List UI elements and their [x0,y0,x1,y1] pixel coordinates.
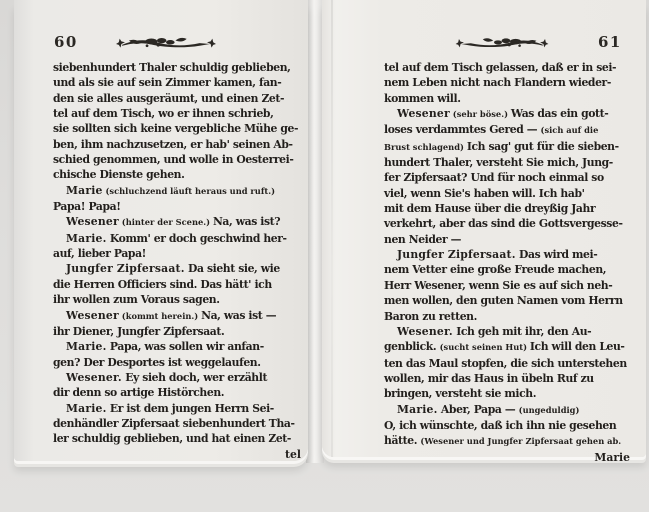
text-segment-body: hundert Thaler, versteht Sie mich, Jung- [384,156,613,170]
text-line [53,261,307,276]
text-line [384,418,636,433]
text-segment-body: nen Neider — [384,232,462,246]
text-segment-body: Er ist dem jungen Herrn Sei- [106,401,274,415]
text-line [384,139,636,155]
text-line [53,339,307,354]
text-segment-body: und als sie auf sein Zimmer kamen, fan- [53,76,282,90]
text-segment-body: auf, lieber Papa! [53,247,147,261]
text-line [53,416,307,431]
text-segment-name: Wesener. [397,324,453,338]
text-segment-body: kommen will. [384,91,461,105]
text-segment-body: sie sollten sich keine vergebliche Mühe ge- [53,122,299,136]
text-line [384,324,636,339]
text-segment-stage: Brust schlagend) [384,141,467,152]
text-segment-body: tel auf dem Tisch, wo er ihnen schrieb, [53,107,274,121]
text-segment-body: tel auf dem Tisch gelassen, daß er in sei- [384,61,617,74]
text-segment-body: loses verdammtes Gered — [384,123,541,137]
text-segment-body: ihr wollen zum Voraus sagen. [53,293,220,307]
text-segment-name: Marie. [66,340,107,354]
text-line [384,309,636,324]
text-line [384,356,636,371]
text-segment-body: mit dem Hause über die dreyßig Jahr [384,202,596,216]
text-line [384,170,636,185]
text-segment-body: Das wird mei- [515,248,598,262]
text-line [384,75,636,90]
text-line [53,91,307,106]
page-text-column [384,60,636,465]
text-line [53,431,307,446]
text-segment-body: bringen, versteht sie mich. [384,387,537,401]
text-segment-body: hätte. [384,434,421,448]
text-line [53,308,307,324]
text-segment-body: gen? Der Desportes ist weggelaufen. [53,355,261,369]
text-segment-stage: (Wesener und Jungfer Zipfersaat gehen ab. [420,436,622,447]
text-segment-body: verkehrt, aber das sind die Gottsvergesse- [384,217,623,231]
text-line [53,199,307,214]
text-segment-body: Da sieht sie, wie [184,262,280,276]
text-line [384,262,636,277]
text-line [53,106,307,121]
text-segment-stage: (ungeduldig) [518,404,580,415]
text-segment-name: Wesener [66,308,119,322]
text-segment-body: Na, was ist — [201,308,277,322]
text-line [384,216,636,231]
text-line [384,232,636,247]
text-segment-body: siebenhundert Thaler schuldig geblieben, [53,61,291,74]
catchword: Marie [594,450,630,464]
text-line [53,75,307,90]
text-segment-name: Wesener [397,107,450,121]
text-line [53,385,307,400]
text-segment-body: men wollen, den guten Namen vom Herrn [384,294,623,308]
text-segment-body: nem Vetter eine große Freude machen, [384,263,607,277]
text-line [53,152,307,167]
text-line [53,60,307,75]
page-number-right: 61 [598,33,622,51]
text-segment-body: Na, was ist? [212,215,281,229]
text-segment-body: ten das Maul stopfen, die sich unterstehen [384,356,627,370]
text-segment-body: die Herren Officiers sind. Das hätt' ich [53,277,272,291]
text-segment-body: schied genommen, und wolle in Oesterrei- [53,153,294,167]
text-segment-name: Marie. [66,231,107,245]
text-segment-body: wollen, mir das Haus in übeln Ruf zu [384,371,594,385]
text-segment-body: dir denn so artige Histörchen. [53,386,225,400]
text-segment-stage: (sucht seinen Hut) [439,342,530,353]
text-line [53,292,307,307]
text-line [53,246,307,261]
text-segment-name: Wesener. [66,370,122,384]
text-segment-stage: (schluchzend läuft heraus und ruft.) [102,185,276,196]
text-line [53,183,307,199]
text-line [384,433,636,449]
text-line [384,402,636,418]
text-line [53,401,307,416]
floral-ornament-icon [450,35,554,57]
text-line [53,167,307,182]
text-segment-stage: (sich auf die [540,125,599,136]
text-segment-name: Jungfer Zipfersaat. [397,248,516,262]
text-segment-body: fer Zipfersaat? Und für noch einmal so [384,171,604,185]
text-segment-body: genblick. [384,340,440,354]
text-line [384,386,636,401]
catchword: tel [285,447,301,461]
text-segment-body: O, ich wünschte, daß ich ihn nie gesehen [384,418,617,432]
text-segment-body: ihr Diener, Jungfer Zipfersaat. [53,324,225,338]
text-segment-body: Papa, was sollen wir anfan- [106,340,264,354]
text-segment-body: Aber, Papa — [437,402,519,416]
page-number-left: 60 [54,33,78,51]
text-line [53,355,307,370]
text-segment-body: Papa! Papa! [53,200,121,214]
text-line [384,106,636,122]
text-segment-body: Ich sag' gut für die sieben- [466,139,619,153]
text-line [384,60,636,75]
text-line [384,91,636,106]
text-segment-body: chische Dienste gehen. [53,168,185,182]
text-segment-body: den sie alles ausgeräumt, und einen Zet- [53,91,285,105]
text-line [384,201,636,216]
text-line [384,247,636,262]
floral-ornament-icon [110,35,222,57]
text-line [53,231,307,246]
text-segment-body: ben, ihm nachzusetzen, er hab' seinen Ab- [53,137,293,151]
text-segment-body: Ich geh mit ihr, den Au- [452,324,592,338]
text-line [53,121,307,136]
text-line [384,339,636,355]
page-text-column [53,60,307,462]
text-segment-body: Baron zu retten. [384,309,477,323]
page-left [14,0,308,461]
text-line [384,293,636,308]
text-segment-stage: (sehr böse.) [449,109,511,120]
text-line [384,155,636,170]
text-line [53,324,307,339]
text-line [384,186,636,201]
text-segment-name: Jungfer Zipfersaat. [66,262,185,276]
text-segment-body: Ey sieh doch, wer erzählt [121,370,268,384]
page-text-lines [384,60,636,450]
text-line [53,277,307,292]
text-segment-stage: (kommt herein.) [118,310,202,321]
text-segment-body: Ich will den Leu- [529,340,625,354]
text-segment-body: Was das ein gott- [510,107,609,121]
text-segment-name: Marie. [397,402,438,416]
text-segment-body: denhändler Zipfersaat siebenhundert Tha- [53,416,295,430]
text-segment-body: ler schuldig geblieben, und hat einen Zet- [53,432,291,446]
text-segment-name: Marie [66,183,103,197]
text-line [53,137,307,152]
page-text-lines [53,60,307,447]
text-line [53,370,307,385]
text-line [384,122,636,138]
page-right [322,0,646,464]
text-line [384,278,636,293]
text-segment-body: nem Leben nicht nach Flandern wieder- [384,76,611,90]
text-segment-name: Wesener [66,215,119,229]
text-line [384,371,636,386]
text-segment-name: Marie. [66,401,107,415]
text-segment-body: viel, wenn Sie's haben will. Ich hab' [384,186,585,200]
text-segment-body: Herr Wesener, wenn Sie es auf sich neh- [384,278,613,292]
text-segment-stage: (hinter der Scene.) [118,217,213,228]
text-line [53,214,307,230]
text-segment-body: Komm' er doch geschwind her- [106,231,287,245]
